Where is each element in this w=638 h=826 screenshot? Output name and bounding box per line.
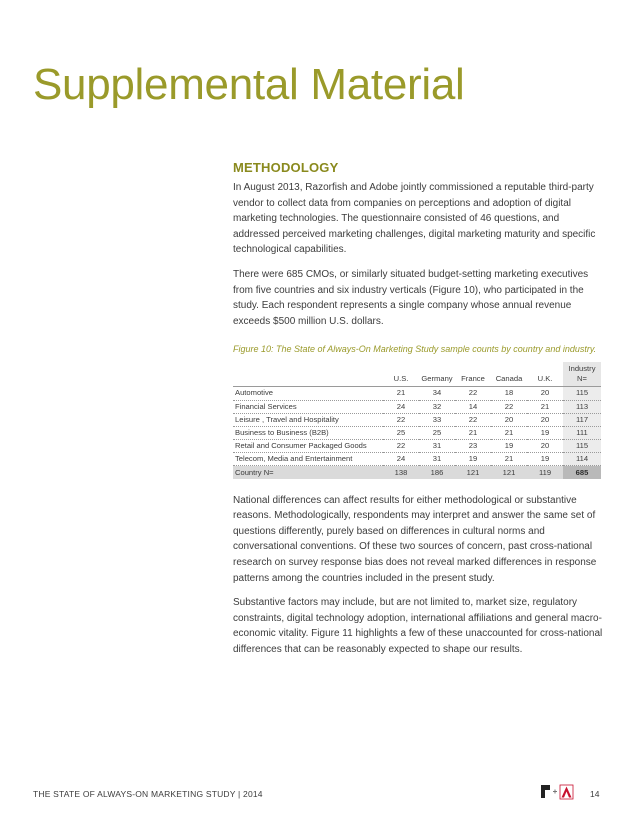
table-cell: 14: [455, 400, 491, 413]
table-industry-cell: 115: [563, 387, 601, 400]
table-row: [233, 453, 601, 466]
body-paragraph-1: National differences can affect results for either methodological or substantive reasons. Methodologically, respondents may interpret and answer the same set of questions differently, purely based on differences in cultural norms and conversational conventions. Of these two sources of concern, past cross-national research on survey response bias does not reveal marked differences in response patterns among the countries included in the present study.: [233, 494, 597, 584]
table-cell: 22: [383, 413, 419, 426]
table-header-germany: Germany: [421, 374, 453, 384]
table-cell: 19: [491, 440, 527, 453]
figure-caption: Figure 10: The State of Always-On Marketing Study sample counts by country and industry.: [233, 344, 597, 355]
table-row-label: Financial Services: [233, 400, 383, 413]
table-cell: 19: [527, 426, 563, 439]
table-total-row: [233, 466, 601, 479]
table-row-label: Business to Business (B2B): [233, 426, 383, 439]
table-cell: 24: [383, 400, 419, 413]
table-cell: 21: [527, 400, 563, 413]
intro-paragraph-1: In August 2013, Razorfish and Adobe jointly commissioned a reputable third-party vendor to collect data from companies on perceptions and adoption of digital marketing technologies. The questionnaire consisted of 46 questions, and addressed perceived marketing challenges, digital marketing maturity and specific technological capabilities.: [233, 182, 596, 256]
table-row: [233, 413, 601, 426]
table-cell: 21: [383, 387, 419, 400]
table-cell: 31: [419, 440, 455, 453]
table-industry-cell: 117: [563, 413, 601, 426]
table-cell: 34: [419, 387, 455, 400]
table-cell: 32: [419, 400, 455, 413]
table-industry-cell: 685: [563, 466, 601, 479]
table-row-label: Country N=: [233, 466, 383, 479]
table-cell: 31: [419, 453, 455, 466]
table-cell: 20: [527, 413, 563, 426]
table-cell: 24: [383, 453, 419, 466]
table-row-label: Automotive: [233, 387, 383, 400]
footer-text: THE STATE OF ALWAYS-ON MARKETING STUDY | 2014: [33, 789, 263, 799]
table-header-us: U.S.: [393, 374, 409, 384]
table-cell: 121: [455, 466, 491, 479]
table-cell: 21: [491, 426, 527, 439]
razorfish-logo-icon: [541, 785, 550, 798]
table-industry-cell: 111: [563, 426, 601, 439]
table-row-label: Leisure , Travel and Hospitality: [233, 413, 383, 426]
table-cell: 25: [419, 426, 455, 439]
content-column: [233, 160, 605, 667]
table-industry-cell: 113: [563, 400, 601, 413]
table-cell: 19: [455, 453, 491, 466]
table-industry-cell: 114: [563, 453, 601, 466]
page-title: Supplemental Material: [33, 60, 465, 109]
sample-counts-table: [233, 362, 601, 478]
table-header-france: France: [461, 374, 485, 384]
table-cell: 23: [455, 440, 491, 453]
table-cell: 20: [527, 387, 563, 400]
partner-logos: [540, 784, 576, 800]
table-header-industry: Industry N=: [563, 362, 601, 387]
table-cell: 22: [455, 413, 491, 426]
table-cell: 21: [455, 426, 491, 439]
table-cell: 186: [419, 466, 455, 479]
table-row: [233, 440, 601, 453]
plus-icon: [553, 790, 557, 794]
table-cell: 20: [527, 440, 563, 453]
adobe-logo-icon: [560, 785, 573, 799]
table-cell: 18: [491, 387, 527, 400]
table-row-label: Telecom, Media and Entertainment: [233, 453, 383, 466]
table-cell: 22: [383, 440, 419, 453]
table-header-canada: Canada: [495, 374, 523, 384]
table-header-row: [233, 362, 601, 387]
table-cell: 119: [527, 466, 563, 479]
table-row: [233, 426, 601, 439]
table-cell: 22: [491, 400, 527, 413]
table-cell: 25: [383, 426, 419, 439]
table-cell: 121: [491, 466, 527, 479]
section-heading: METHODOLOGY: [233, 160, 339, 175]
table-cell: 19: [527, 453, 563, 466]
table-cell: 33: [419, 413, 455, 426]
table-row: [233, 387, 601, 400]
table-industry-cell: 115: [563, 440, 601, 453]
page-number: 14: [590, 789, 600, 799]
body-paragraph-2: Substantive factors may include, but are not limited to, market size, regulatory constraints, digital technology adoption, international affiliations and general macro-economic vitality. Figure 11 highlights a few of these unaccounted for cross-national differences that can be reasonably expected to shape our results.: [233, 597, 603, 655]
table-row-label: Retail and Consumer Packaged Goods: [233, 440, 383, 453]
intro-paragraph-2: There were 685 CMOs, or similarly situated budget-setting marketing executives from five countries and six industry verticals (Figure 10), who participated in the study. Each respondent represents a single company whose annual revenue exceeds $500 million U.S. dollars.: [233, 268, 589, 327]
table-header-uk: U.K.: [537, 374, 553, 384]
table-cell: 22: [455, 387, 491, 400]
table-cell: 20: [491, 413, 527, 426]
table-header-label: [233, 362, 383, 387]
table-cell: 21: [491, 453, 527, 466]
table-cell: 138: [383, 466, 419, 479]
table-row: [233, 400, 601, 413]
